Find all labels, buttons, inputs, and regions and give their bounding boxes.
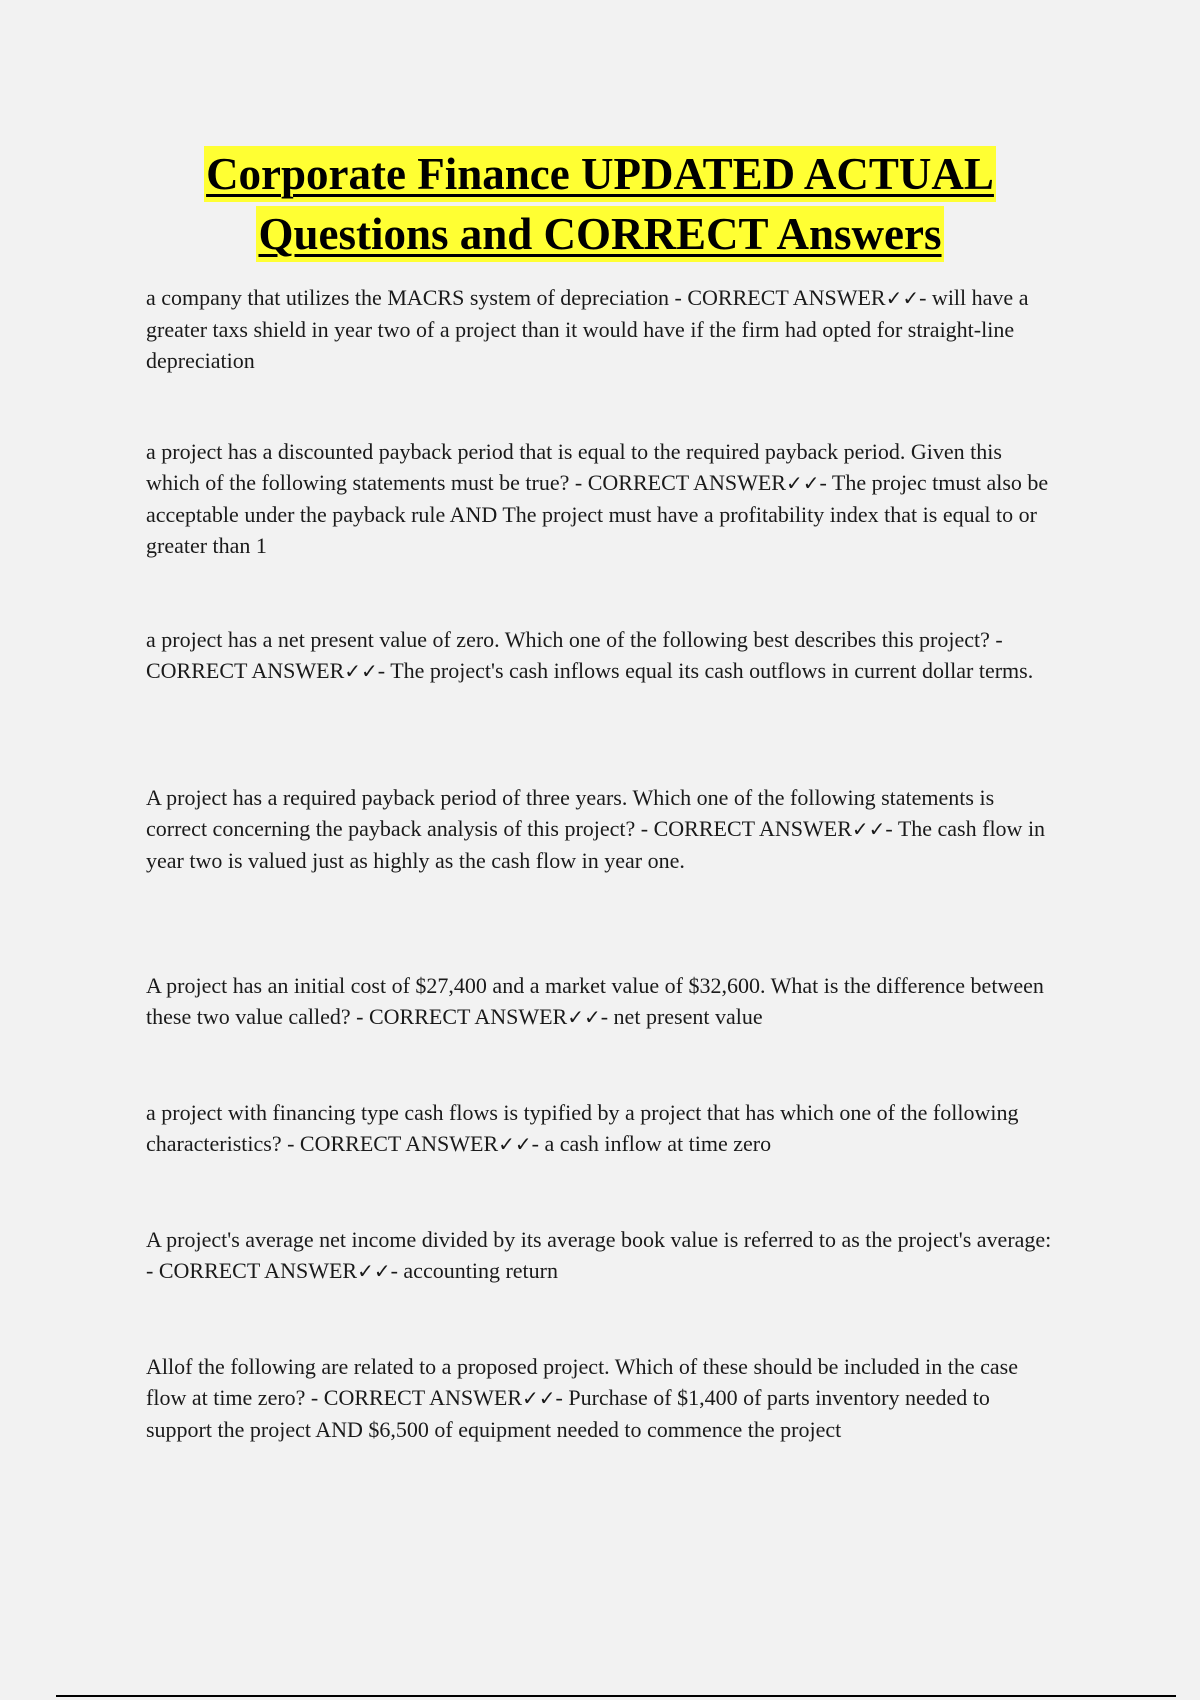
answer-text: - Purchase of $1,400 of parts inventory needed to support the project AND $6,500 of equipment needed to commence the project <box>146 1385 990 1442</box>
answer-text: - The cash flow in year two is valued just as highly as the cash flow in year one. <box>146 816 1046 873</box>
qa-item <box>146 1097 1056 1160</box>
title-line-1: Corporate Finance UPDATED ACTUAL <box>204 146 996 202</box>
checkmark-icon: ✓✓ <box>357 1259 391 1283</box>
answer-label: CORRECT ANSWER <box>158 1258 358 1283</box>
question-text: A project's average net income divided by its average book value is referred to as the project's average: - <box>146 1227 1052 1283</box>
checkmark-icon: ✓✓ <box>522 1386 556 1410</box>
checkmark-icon: ✓✓ <box>567 1005 601 1029</box>
answer-label: CORRECT ANSWER <box>368 1004 568 1029</box>
answer-text: - a cash inflow at time zero <box>531 1131 772 1156</box>
checkmark-icon: ✓✓ <box>851 817 886 841</box>
question-text: A project has an initial cost of $27,400 and a market value of $32,600. What is the difference between these two value called? - <box>146 973 1044 1029</box>
answer-label: CORRECT ANSWER <box>587 470 786 495</box>
qa-item <box>146 436 1056 561</box>
title-line-2: Questions and CORRECT Answers <box>256 206 943 262</box>
answer-text: - net present value <box>600 1004 763 1029</box>
answer-text: - The project's cash inflows equal its cash outflows in current dollar terms. <box>377 658 1034 683</box>
answer-label: CORRECT ANSWER <box>687 285 886 310</box>
question-text: Allof the following are related to a proposed project. Which of these should be included in the case flow at time zero? - <box>146 1354 1018 1410</box>
qa-item <box>146 282 1056 376</box>
question-text: a company that utilizes the MACRS system of depreciation - <box>146 285 688 310</box>
checkmark-icon: ✓✓ <box>498 1132 532 1156</box>
checkmark-icon: ✓✓ <box>885 286 920 310</box>
document-title <box>0 146 1200 266</box>
answer-label: CORRECT ANSWER <box>146 658 345 683</box>
question-text: a project with financing type cash flows is typified by a project that has which one of the following characteristics? - <box>146 1100 1019 1156</box>
question-text: a project has a discounted payback period that is equal to the required payback period. Given this which of the following statements must be true? - <box>146 439 1002 495</box>
answer-label: CORRECT ANSWER <box>323 1385 523 1410</box>
qa-item <box>146 1351 1056 1445</box>
checkmark-icon: ✓✓ <box>344 659 378 683</box>
bottom-divider <box>56 1695 1176 1697</box>
qa-item <box>146 782 1056 876</box>
question-text: a project has a net present value of zero. Which one of the following best describes this project? - <box>146 627 1003 652</box>
qa-item <box>146 1224 1056 1287</box>
answer-text: - accounting return <box>390 1258 558 1283</box>
question-text: A project has a required payback period of three years. Which one of the following statements is correct concerning the payback analysis of this project? - <box>146 785 995 841</box>
answer-label: CORRECT ANSWER <box>653 816 852 841</box>
qa-item <box>146 970 1056 1033</box>
checkmark-icon: ✓✓ <box>785 471 820 495</box>
answer-label: CORRECT ANSWER <box>299 1131 499 1156</box>
qa-item <box>146 624 1056 687</box>
answer-text: - The projec tmust also be acceptable under the payback rule AND The project must have a profitability index that is equal to or greater than 1 <box>146 470 1049 558</box>
answer-text: - will have a greater taxs shield in year two of a project than it would have if the firm had opted for straight-line depreciation <box>146 285 1029 373</box>
